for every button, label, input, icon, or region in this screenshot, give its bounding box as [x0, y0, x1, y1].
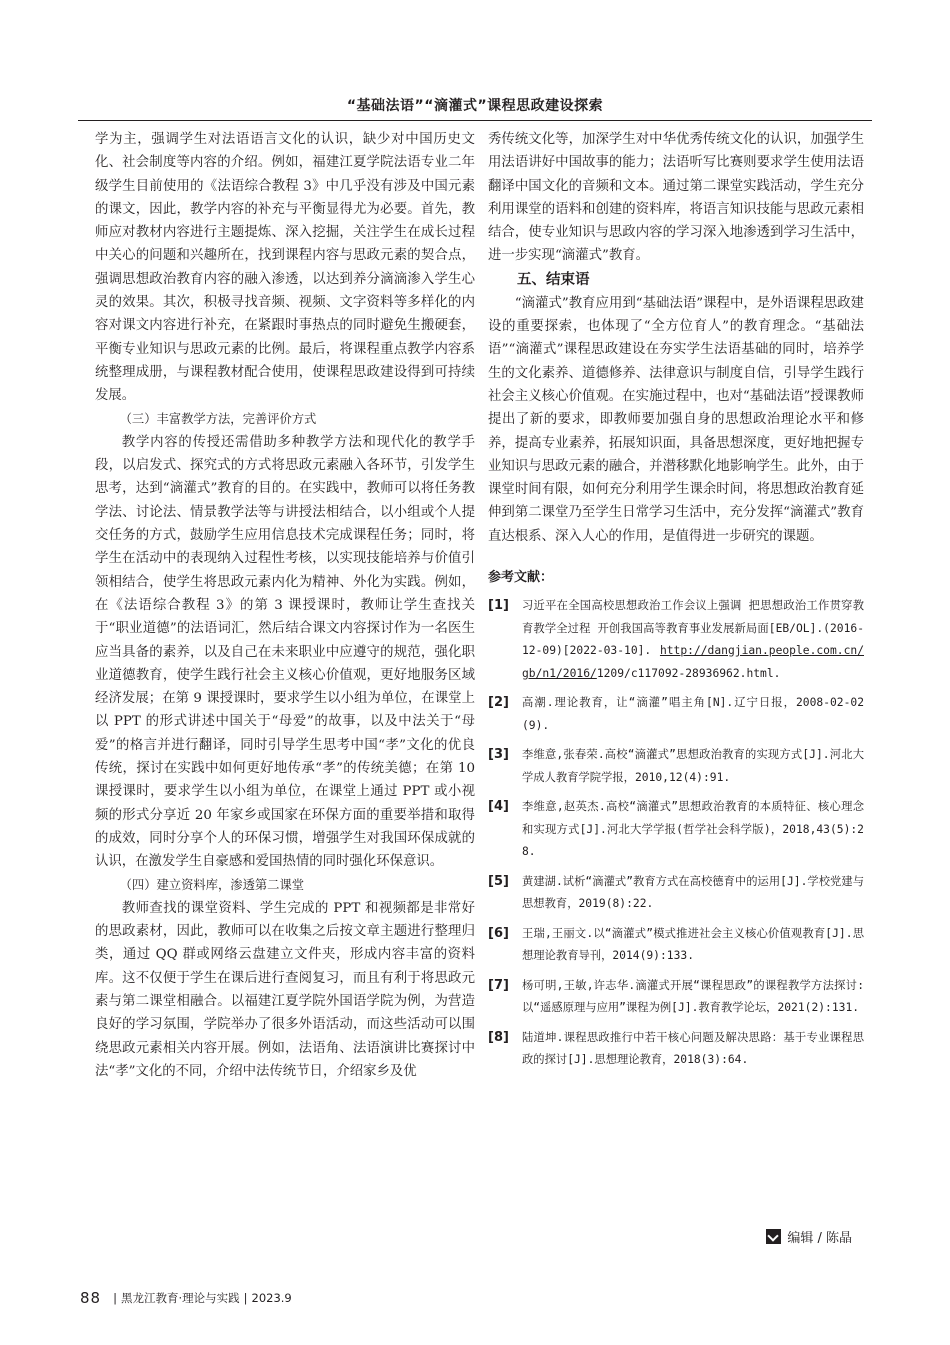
running-header: “基础法语”“滴灌式”课程思政建设探索: [346, 98, 604, 114]
reference-text: 杨可明,王敏,许志华.滴灌式开展“课程思政”的课程教学方法探讨:以“遥感原理与应用”课程为例[J].教育教学论坛，2021(2):131.: [522, 978, 864, 1015]
reference-text: 黄建湖.试析“滴灌式”教育方式在高校德育中的运用[J].学校党建与思想教育，2019(8):22.: [522, 874, 864, 911]
reference-link[interactable]: http://dangjian.people.com.cn/gb/n1/2016/: [522, 644, 864, 680]
body-paragraph: “滴灌式”教育应用到“基础法语”课程中，是外语课程思政建设的重要探索，也体现了“全方位育人”的教育理念。“基础法语”“滴灌式”课程思政建设在夯实学生法语基础的同时，培养学生的文化素养、道德修养、法律意识与制度自信，引导学生践行社会主义核心价值观。在实施过程中，也对“基础法语”授课教师提出了新的要求，即教师要加强自身的思想政治理论水平和修养，提高专业素养，拓展知识面，具备思想深度，更好地把握专业知识与思政元素的融合，并潜移默化地影响学生。此外，由于课堂时间有限，如何充分利用学生课余时间，将思想政治教育延伸到第二课堂乃至学生日常学习生活中，充分发挥“滴灌式”教育直达根系、深入人心的作用，是值得进一步研究的课题。: [488, 295, 864, 544]
body-paragraph: 教师查找的课堂资料、学生完成的 PPT 和视频都是非常好的思政素材，因此，教师可以在收集之后按文章主题进行整理归类，通过 QQ 群或网络云盘建立文件夹，形成内容丰富的资料库。这不仅便于学生在课后进行查阅复习，而且有利于将思政元素与第二课堂相融合。以福建江夏学院外国语学院为例，为营造良好的学习氛围，学院举办了很多外语活动，而这些活动可以围绕思政元素相关内容开展。例如，法语角、法语演讲比赛探讨中法“孝”文化的不同，介绍中法传统节日，介绍家乡及优: [95, 900, 475, 1079]
reference-item: [488, 975, 864, 1020]
reference-item: [488, 871, 864, 916]
journal-name: 黑龙江教育·理论与实践: [120, 1291, 240, 1305]
reference-text: 高潮.理论教育，让“滴灌”唱主角[N].辽宁日报，2008-02-02(9).: [522, 696, 864, 732]
left-column: [95, 128, 475, 1083]
reference-number: [1]: [488, 598, 509, 614]
page-footer: [80, 1289, 292, 1307]
reference-text: 陆道坤.课程思政推行中若干核心问题及解决思路：基于专业课程思政的探讨[J].思想理论教育，2018(3):64.: [522, 1030, 864, 1067]
reference-item: [488, 595, 864, 685]
right-column: [488, 128, 864, 1079]
reference-item: [488, 692, 864, 737]
reference-number: [6]: [488, 925, 509, 941]
reference-item: [488, 1027, 864, 1072]
editor-credit: [766, 1227, 852, 1246]
reference-number: [4]: [488, 799, 509, 815]
section-heading-5: 五、结束语: [517, 271, 590, 288]
reference-item: [488, 796, 864, 864]
header-rule: [78, 120, 872, 121]
references-title: 参考文献：: [488, 570, 554, 586]
reference-number: [7]: [488, 977, 509, 993]
editor-icon: [766, 1229, 781, 1244]
reference-item: [488, 923, 864, 968]
footer-separator: |: [113, 1291, 117, 1305]
reference-link-tail[interactable]: 1209/c117092-28936962.html.: [596, 666, 781, 680]
reference-text: 李维意,张春荣.高校“滴灌式”思想政治教育的实现方式[J].河北大学成人教育学院学报，2010,12(4):91.: [522, 748, 864, 784]
reference-text: 李维意,赵英杰.高校“滴灌式”思想政治教育的本质特征、核心理念和实现方式[J].河北大学学报(哲学社会科学版)，2018,43(5):28.: [522, 800, 864, 859]
section-heading-4: （四）建立资料库，渗透第二课堂: [119, 877, 305, 892]
editor-label: 编辑 / 陈晶: [787, 1231, 852, 1246]
reference-item: [488, 744, 864, 789]
reference-number: [8]: [488, 1029, 509, 1045]
reference-number: [5]: [488, 873, 509, 889]
reference-number: [2]: [488, 695, 509, 711]
references: [488, 567, 864, 1072]
reference-number: [3]: [488, 747, 509, 763]
page-number: 88: [80, 1289, 102, 1307]
issue-label: 2023.9: [251, 1291, 292, 1305]
section-heading-3: （三）丰富教学方法，完善评价方式: [119, 411, 317, 426]
body-paragraph: 秀传统文化等，加深学生对中华优秀传统文化的认识，加强学生用法语讲好中国故事的能力；法语听写比赛则要求学生使用法语翻译中国文化的音频和文本。通过第二课堂实践活动，学生充分利用课堂的语料和创建的资料库，将语言知识技能与思政元素相结合，使专业知识与思政内容的学习深入地渗透到学习生活中，进一步实现“滴灌式”教育。: [488, 132, 864, 264]
body-paragraph: 学为主，强调学生对法语语言文化的认识，缺少对中国历史文化、社会制度等内容的介绍。例如，福建江夏学院法语专业二年级学生目前使用的《法语综合教程 3》中几乎没有涉及中国元素的课文，因此，教学内容的补充与平衡显得尤为必要。首先，教师应对教材内容进行主题提炼、深入挖掘，关注学生在成长过程中关心的问题和兴趣所在，找到课程内容与思政元素的契合点，强调思想政治教育内容的融入渗透，以达到养分滴滴渗入学生心灵的效果。其次，积极寻找音频、视频、文字资料等多样化的内容对课文内容进行补充，在紧跟时事热点的同时避免生搬硬套，平衡专业知识与思政元素的比例。最后，将课程重点教学内容系统整理成册，与课程教材配合使用，使课程思政建设得到可持续发展。: [95, 132, 475, 404]
reference-text: 习近平在全国高校思想政治工作会议上强调 把思想政治工作贯穿教育教学全过程 开创我国高等教育事业发展新局面[EB/OL].(2016-12-09)[2022-03-10].: [522, 599, 864, 658]
reference-text: 王瑞,王丽文.以“滴灌式”模式推进社会主义核心价值观教育[J].思想理论教育导刊，2014(9):133.: [522, 926, 864, 963]
footer-separator: |: [243, 1291, 248, 1305]
body-paragraph: 教学内容的传授还需借助多种教学方法和现代化的教学手段，以启发式、探究式的方式将思政元素融入各环节，引发学生思考，达到“滴灌式”教育的目的。在实践中，教师可以将任务教学法、讨论法、情景教学法等与讲授法相结合，以小组或个人提交任务的方式，鼓励学生应用信息技术完成课程任务；同时，将学生在活动中的表现纳入过程性考核，以实现技能培养与价值引领相结合，使学生将思政元素内化为精神、外化为实践。例如，在《法语综合教程 3》的第 3 课授课时，教师让学生查找关于“职业道德”的法语词汇，然后结合课文内容探讨作为一名医生应当具备的素养，以及自己在未来职业中应遵守的规范，强化职业道德教育，使学生践行社会主义核心价值观，更好地服务区域经济发展；在第 9 课授课时，要求学生以小组为单位，在课堂上以 PPT 的形式讲述中国关于“母爱”的故事，以及中法关于“母爱”的格言并进行翻译，同时引导学生思考中国“孝”文化的优良传统，探讨在实践中如何更好地传承“孝”的传统美德；在第 10 课授课时，要求学生以小组为单位，在课堂上通过 PPT 或小视频的形式分享近 20 年家乡或国家在环保方面的重要举措和取得的成效，同时分享个人的环保习惯，增强学生对我国环保成就的认识，在激发学生自豪感和爱国热情的同时强化环保意识。: [95, 434, 475, 870]
